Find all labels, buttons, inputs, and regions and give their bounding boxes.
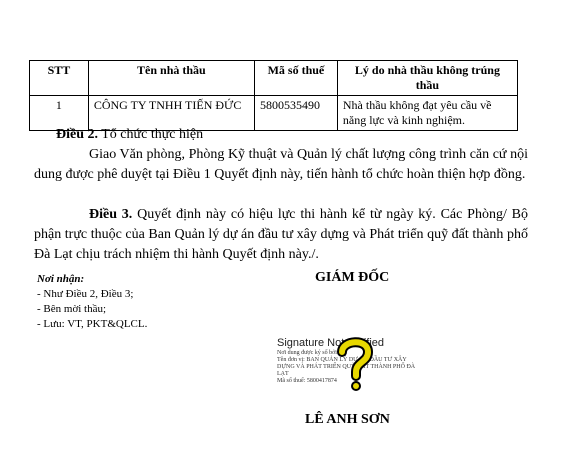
recipients-title: Nơi nhận: (37, 273, 85, 285)
article-2-label: Điều 2. (56, 127, 98, 142)
article-2-title: Tổ chức thực hiện (98, 127, 204, 142)
recipient-item: - Bên mời thầu; (37, 303, 107, 315)
signature-line: Tên đơn vị: BAN QUẢN LÝ DỰ ÁN ĐẦU TƯ XÂY (277, 357, 407, 363)
header-stt: STT (30, 61, 89, 96)
header-contractor-name: Tên nhà thầu (88, 61, 254, 96)
signature-line: LẠT (277, 371, 289, 377)
recipient-item: - Lưu: VT, PKT&QLCL. (37, 318, 148, 330)
header-reason: Lý do nhà thầu không trúng thầu (337, 61, 517, 96)
table-header-row (30, 61, 518, 96)
article-2-heading (56, 125, 526, 145)
cell-contractor-name: CÔNG TY TNHH TIẾN ĐỨC (88, 96, 254, 131)
article-3 (34, 205, 528, 265)
signature-line: DỰNG VÀ PHÁT TRIỂN QUỸ ĐẤT THÀNH PHỐ ĐÀ (277, 364, 416, 370)
cell-reason: Nhà thầu không đạt yêu cầu về năng lực và kinh nghiệm. (337, 96, 517, 131)
cell-tax-code: 5800535490 (254, 96, 337, 131)
recipient-item: - Như Điều 2, Điều 3; (37, 288, 134, 300)
signer-name: LÊ ANH SƠN (305, 412, 390, 427)
question-mark-icon (334, 336, 376, 392)
recipients-block (37, 272, 147, 332)
header-tax-code: Mã số thuế (254, 61, 337, 96)
cell-stt: 1 (30, 96, 89, 131)
article-2-body: Giao Văn phòng, Phòng Kỹ thuật và Quản lý chất lượng công trình căn cứ nội dung được phê duyệt tại Điều 1 Quyết định này, tiến hành tổ chức hoàn thiện hợp đồng. (34, 147, 528, 182)
signature-status: Signature Not Verified (277, 337, 385, 349)
signature-line: Mã số thuế: 5800417874 (277, 378, 337, 384)
contractor-table (29, 60, 518, 131)
article-3-body: Quyết định này có hiệu lực thi hành kể từ ngày ký. Các Phòng/ Bộ phận trực thuộc của Ban Quản lý dự án đầu tư xây dựng và Phát triển quỹ đất thành phố Đà Lạt chịu trách nhiệm thi hành Quyết định này./. (34, 207, 528, 262)
article-3-label: Điều 3. (89, 207, 133, 222)
signature-line: Nơi dung được ký số bởi: (277, 350, 339, 356)
director-title: GIÁM ĐỐC (315, 270, 390, 285)
